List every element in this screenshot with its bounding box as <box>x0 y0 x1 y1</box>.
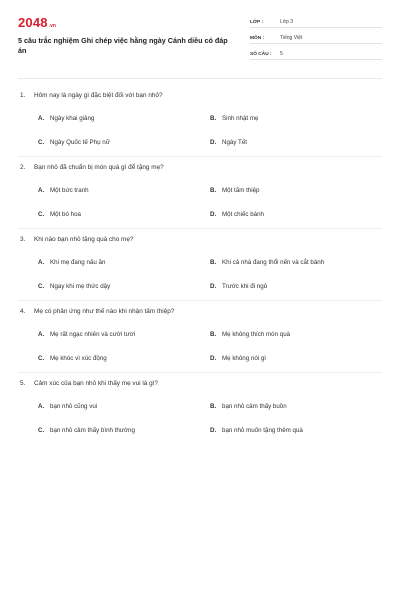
option-text: bạn nhỏ cảm thấy bình thường <box>50 426 135 434</box>
question-text <box>18 233 382 245</box>
option-letter: C. <box>38 210 45 218</box>
option-a[interactable] <box>38 329 210 339</box>
question-2 <box>18 161 382 233</box>
option-d[interactable] <box>210 353 380 363</box>
meta-count-value: 5 <box>280 51 283 57</box>
option-letter: B. <box>210 330 217 338</box>
question-number: 4. <box>20 307 26 315</box>
option-b[interactable] <box>210 185 380 195</box>
option-text: bạn nhỏ cảm thấy buồn <box>222 402 287 410</box>
option-letter: D. <box>210 354 217 362</box>
option-a[interactable] <box>38 257 210 267</box>
option-c[interactable] <box>38 137 210 147</box>
option-text: Ngay khi mẹ thức dậy <box>50 282 111 290</box>
meta-subject-label: MÔN : <box>250 36 265 41</box>
option-text: Ngày Tết <box>222 138 247 146</box>
question-list <box>18 89 382 449</box>
option-letter: B. <box>210 258 217 266</box>
meta-grade-label: LỚP : <box>250 20 264 25</box>
option-b[interactable] <box>210 257 380 267</box>
option-text: Ngày Quốc tế Phụ nữ <box>50 138 110 146</box>
option-text: Khi cả nhà đang thổi nến và cắt bánh <box>222 258 325 266</box>
question-number: 2. <box>20 163 26 171</box>
option-c[interactable] <box>38 281 210 291</box>
answer-options <box>18 329 382 363</box>
question-divider <box>18 372 382 373</box>
option-text: Sinh nhật mẹ <box>222 114 259 122</box>
logo-tld: .vn <box>48 23 56 29</box>
option-letter: A. <box>38 402 45 410</box>
option-c[interactable] <box>38 425 210 435</box>
option-text: bạn nhỏ muốn tặng thêm quà <box>222 426 303 434</box>
option-letter: A. <box>38 186 45 194</box>
option-text: bạn nhỏ cũng vui <box>50 402 98 410</box>
answer-options <box>18 185 382 219</box>
option-letter: B. <box>210 114 217 122</box>
question-text <box>18 305 382 317</box>
answer-options <box>18 113 382 147</box>
option-letter: A. <box>38 258 45 266</box>
meta-count-row <box>250 46 382 60</box>
option-d[interactable] <box>210 137 380 147</box>
meta-subject-row <box>250 30 382 44</box>
option-b[interactable] <box>210 329 380 339</box>
option-c[interactable] <box>38 209 210 219</box>
worksheet-header <box>18 12 382 74</box>
question-text <box>18 161 382 173</box>
option-letter: C. <box>38 138 45 146</box>
question-text <box>18 89 382 101</box>
option-text: Mẹ không thích món quà <box>222 330 291 338</box>
document-title: 5 câu trắc nghiệm Ghi chép việc hằng ngày Cánh diều có đáp án <box>18 36 228 55</box>
question-divider <box>18 300 382 301</box>
option-text: Mẹ khóc vì xúc động <box>50 354 107 362</box>
brand-block <box>18 12 228 55</box>
question-prompt: Cảm xúc của bạn nhỏ khi thấy mẹ vui là gì? <box>34 379 158 387</box>
question-number: 5. <box>20 379 26 387</box>
question-5 <box>18 377 382 449</box>
meta-info <box>250 12 382 62</box>
answer-options <box>18 401 382 435</box>
option-a[interactable] <box>38 113 210 123</box>
question-prompt: Bạn nhỏ đã chuẩn bị món quà gì để tặng mẹ? <box>34 163 164 171</box>
option-text: Ngày khai giảng <box>50 114 95 122</box>
option-text: Một chiếc bánh <box>222 210 264 218</box>
option-letter: B. <box>210 186 217 194</box>
option-d[interactable] <box>210 281 380 291</box>
option-b[interactable] <box>210 401 380 411</box>
answer-options <box>18 257 382 291</box>
option-letter: B. <box>210 402 217 410</box>
option-letter: A. <box>38 114 45 122</box>
option-letter: D. <box>210 426 217 434</box>
option-text: Một bó hoa <box>50 210 81 218</box>
question-number: 3. <box>20 235 26 243</box>
question-divider <box>18 228 382 229</box>
site-logo[interactable] <box>18 15 228 30</box>
option-letter: D. <box>210 282 217 290</box>
option-b[interactable] <box>210 113 380 123</box>
question-number: 1. <box>20 91 26 99</box>
question-prompt: Khi nào bạn nhỏ tặng quà cho mẹ? <box>34 235 134 243</box>
option-a[interactable] <box>38 185 210 195</box>
option-a[interactable] <box>38 401 210 411</box>
option-c[interactable] <box>38 353 210 363</box>
meta-grade-row <box>250 14 382 28</box>
question-3 <box>18 233 382 305</box>
option-text: Trước khi đi ngủ <box>222 282 268 290</box>
question-divider <box>18 156 382 157</box>
question-prompt: Mẹ có phản ứng như thế nào khi nhận tấm thiệp? <box>34 307 175 315</box>
question-text <box>18 377 382 389</box>
header-divider <box>18 78 382 79</box>
option-letter: C. <box>38 426 45 434</box>
option-text: Mẹ rất ngạc nhiên và cười tươi <box>50 330 136 338</box>
option-text: Khi mẹ đang nấu ăn <box>50 258 106 266</box>
option-letter: A. <box>38 330 45 338</box>
option-text: Mẹ không nói gì <box>222 354 267 362</box>
option-letter: C. <box>38 354 45 362</box>
option-text: Một bức tranh <box>50 186 89 194</box>
option-letter: D. <box>210 210 217 218</box>
option-d[interactable] <box>210 209 380 219</box>
option-d[interactable] <box>210 425 380 435</box>
option-text: Một tấm thiệp <box>222 186 260 194</box>
meta-count-label: SỐ CÂU : <box>250 52 272 57</box>
question-1 <box>18 89 382 161</box>
question-prompt: Hôm nay là ngày gì đặc biệt đối với bạn nhỏ? <box>34 91 163 99</box>
option-letter: D. <box>210 138 217 146</box>
logo-number: 2048 <box>18 15 48 30</box>
meta-grade-value: Lớp 3 <box>280 19 294 25</box>
question-4 <box>18 305 382 377</box>
meta-subject-value: Tiếng Việt <box>280 35 303 41</box>
option-letter: C. <box>38 282 45 290</box>
